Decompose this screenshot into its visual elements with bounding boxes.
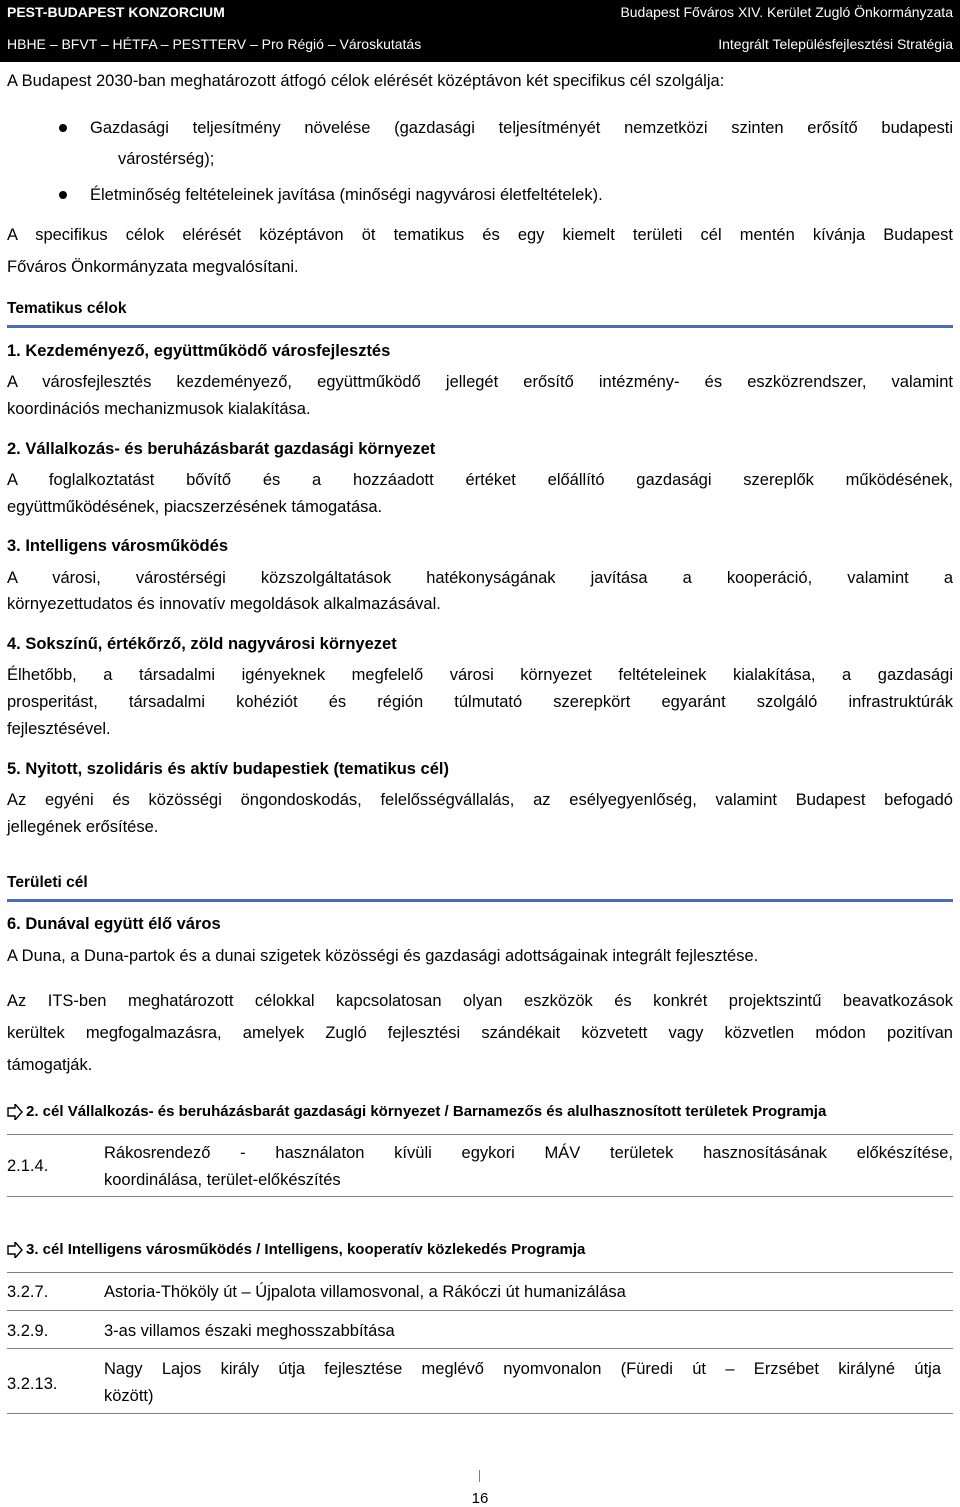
- page-number-tick: [479, 1470, 480, 1482]
- goal-description-line: Az egyéni és közösségi öngondoskodás, felelősségvállalás, az esélyegyenlőség, valamint Budapest befogadó: [7, 791, 953, 809]
- thematic-goals-heading: Tematikus célok: [7, 300, 127, 317]
- page-header: [0, 0, 960, 62]
- bullet-item-continuation: várostérség);: [118, 150, 215, 168]
- goal-description-line: koordinációs mechanizmusok kialakítása.: [7, 400, 311, 418]
- goal-description-line: környezettudatos és innovatív megoldások alkalmazásával.: [7, 595, 441, 613]
- bullet-dot: [59, 124, 67, 132]
- goal-title: 5. Nyitott, szolidáris és aktív budapestiek (tematikus cél): [7, 760, 449, 778]
- goal-title: 2. Vállalkozás- és beruházásbarát gazdasági környezet: [7, 440, 436, 458]
- header-municipality: Budapest Főváros XIV. Kerület Zugló Önkormányzata: [620, 4, 953, 20]
- arrow-bullet-icon: [7, 1242, 23, 1258]
- page-number: 16: [471, 1490, 489, 1507]
- project-description-line: koordinálása, terület-előkészítés: [104, 1171, 341, 1189]
- project-description-line: Rákosrendező - használaton kívüli egykori MÁV területek hasznosításának előkészítése,: [104, 1144, 953, 1162]
- goal-description-line: Élhetőbb, a társadalmi igényeknek megfelelő városi környezet feltételeinek kialakítása, a gazdasági: [7, 666, 953, 684]
- specific-goals-paragraph-line: A specifikus célok elérését középtávon öt tematikus és egy kiemelt területi cél mentén kívánja Budapest: [7, 226, 953, 244]
- goal-title: 1. Kezdeményező, együttműködő városfejlesztés: [7, 342, 391, 360]
- project-description-line: között): [104, 1387, 154, 1405]
- project-description-line: Astoria-Thököly út – Újpalota villamosvonal, a Rákóczi út humanizálása: [104, 1283, 626, 1301]
- project-code: 2.1.4.: [7, 1157, 49, 1175]
- goal-description-line: jellegének erősítése.: [7, 818, 159, 836]
- program-title: 2. cél Vállalkozás- és beruházásbarát gazdasági környezet / Barnamezős és alulhasznosított területek Programja: [26, 1103, 827, 1120]
- bullet-dot: [59, 191, 67, 199]
- its-paragraph-line: kerültek megfogalmazásra, amelyek Zugló fejlesztési szándékait közvetett vagy közvetlen módon pozitívan: [7, 1024, 953, 1042]
- goal-description-line: együttműködésének, piacszerzésének támogatása.: [7, 498, 383, 516]
- program-title: 3. cél Intelligens városműködés / Intelligens, kooperatív közlekedés Programja: [26, 1241, 586, 1258]
- goal-title: 6. Dunával együtt élő város: [7, 915, 221, 933]
- goal-description-line: prosperitást, társadalmi kohéziót és régión túlmutató szerepkört egyaránt szolgáló infrastruktúrák: [7, 693, 953, 711]
- table-rule: [7, 1310, 953, 1311]
- its-paragraph-line: támogatják.: [7, 1056, 93, 1074]
- goal-description-line: A városi, várostérségi közszolgáltatások hatékonyságának javítása a kooperáció, valamint a: [7, 569, 953, 587]
- bullet-item-line: Gazdasági teljesítmény növelése (gazdasági teljesítményét nemzetközi szinten erősítő budapesti: [90, 119, 953, 137]
- project-description-line: Nagy Lajos király útja fejlesztése meglévő nyomvonalon (Füredi út – Erzsébet királyné útja: [104, 1360, 941, 1378]
- table-rule: [7, 1413, 953, 1414]
- goal-title: 3. Intelligens városműködés: [7, 537, 228, 555]
- project-description-line: 3-as villamos északi meghosszabbítása: [104, 1322, 395, 1340]
- goal-description-line: A Duna, a Duna-partok és a dunai szigetek közösségi és gazdasági adottságainak integrált fejlesztése.: [7, 947, 759, 965]
- section-rule: [7, 325, 953, 328]
- header-document-title: Integrált Településfejlesztési Stratégia: [718, 36, 953, 52]
- table-rule: [7, 1134, 953, 1135]
- specific-goals-paragraph-line: Főváros Önkormányzata megvalósítani.: [7, 258, 299, 276]
- header-partners: HBHE – BFVT – HÉTFA – PESTTERV – Pro Régió – Városkutatás: [7, 36, 422, 52]
- section-rule: [7, 899, 953, 902]
- goal-description-line: A városfejlesztés kezdeményező, együttműködő jellegét erősítő intézmény- és eszközrendszer, valamint: [7, 373, 953, 391]
- goal-title: 4. Sokszínű, értékőrző, zöld nagyvárosi környezet: [7, 635, 397, 653]
- arrow-bullet-icon: [7, 1104, 23, 1120]
- its-paragraph-line: Az ITS-ben meghatározott célokkal kapcsolatosan olyan eszközök és konkrét projektszintű beavatkozások: [7, 992, 953, 1010]
- intro-paragraph: A Budapest 2030-ban meghatározott átfogó célok elérését középtávon két specifikus cél szolgálja:: [7, 72, 725, 90]
- goal-description-line: fejlesztésével.: [7, 720, 111, 738]
- territorial-goal-heading: Területi cél: [7, 874, 88, 891]
- table-rule: [7, 1272, 953, 1273]
- goal-description-line: A foglalkoztatást bővítő és a hozzáadott értéket előállító gazdasági szereplők működésének,: [7, 471, 953, 489]
- project-code: 3.2.13.: [7, 1375, 58, 1393]
- header-consortium: PEST-BUDAPEST KONZORCIUM: [7, 4, 225, 20]
- table-rule: [7, 1348, 953, 1349]
- table-rule: [7, 1196, 953, 1197]
- project-code: 3.2.9.: [7, 1322, 49, 1340]
- project-code: 3.2.7.: [7, 1283, 49, 1301]
- bullet-item-line: Életminőség feltételeinek javítása (minőségi nagyvárosi életfeltételek).: [90, 186, 603, 204]
